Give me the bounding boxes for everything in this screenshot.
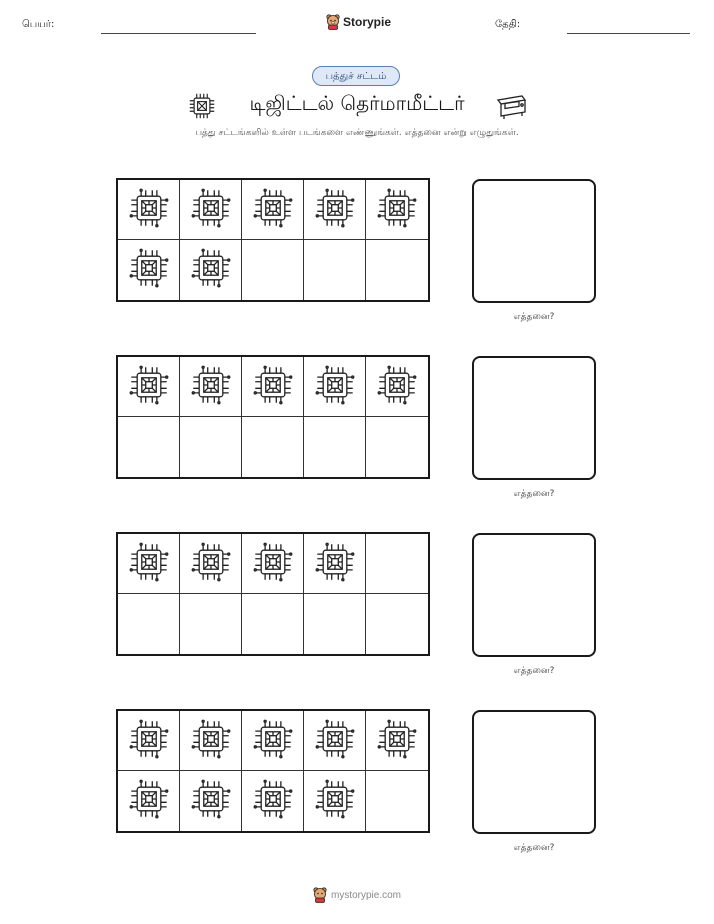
ten-frame-cell: [366, 417, 428, 477]
microchip-icon: [314, 364, 356, 410]
microchip-icon: [190, 364, 232, 410]
date-line[interactable]: [567, 33, 690, 34]
microchip-icon: [190, 778, 232, 824]
ten-frame-cell: [242, 711, 304, 771]
ten-frame-cell: [242, 240, 304, 300]
answer-box[interactable]: [472, 533, 596, 657]
microchip-icon: [376, 718, 418, 764]
ten-frame-cell: [180, 357, 242, 417]
ten-frame: [116, 178, 430, 302]
answer-question: எத்தனை?: [513, 489, 555, 499]
ten-frame-cell: [304, 711, 366, 771]
ten-frame-cell: [118, 357, 180, 417]
microchip-icon: [314, 541, 356, 587]
microchip-icon: [128, 364, 170, 410]
ten-frame-cell: [242, 180, 304, 240]
ten-frame-cell: [304, 534, 366, 594]
ten-frame-cell: [180, 771, 242, 831]
microchip-icon: [190, 187, 232, 233]
brand-logo: [326, 14, 391, 30]
thermometer-device-icon: [494, 92, 528, 120]
ten-frame-cell: [366, 594, 428, 654]
ten-frame-cell: [366, 357, 428, 417]
footer: [0, 887, 714, 903]
ten-frame-cell: [366, 711, 428, 771]
microchip-icon: [128, 718, 170, 764]
ten-frame-cell: [242, 594, 304, 654]
microchip-icon: [376, 364, 418, 410]
ten-frame-cell: [366, 771, 428, 831]
ten-frame-cell: [304, 417, 366, 477]
ten-frame-cell: [304, 180, 366, 240]
microchip-icon: [128, 778, 170, 824]
ten-frame-cell: [180, 711, 242, 771]
date-label: தேதி:: [495, 19, 521, 30]
microchip-icon: [252, 541, 294, 587]
microchip-icon: [376, 187, 418, 233]
ten-frame-cell: [304, 594, 366, 654]
ten-frame-cell: [180, 240, 242, 300]
ten-frame-cell: [242, 357, 304, 417]
microchip-icon: [252, 718, 294, 764]
ten-frame-cell: [118, 771, 180, 831]
answer-box[interactable]: [472, 356, 596, 480]
ten-frame-cell: [304, 771, 366, 831]
answer-question: எத்தனை?: [513, 843, 555, 853]
ten-frame: [116, 355, 430, 479]
microchip-icon: [314, 718, 356, 764]
bear-mascot-icon: [326, 14, 340, 30]
microchip-icon: [314, 778, 356, 824]
ten-frame-cell: [118, 240, 180, 300]
ten-frame: [116, 532, 430, 656]
microchip-icon: [252, 778, 294, 824]
worksheet-type-badge: பத்துச் சட்டம்: [312, 66, 400, 86]
microchip-icon: [252, 364, 294, 410]
ten-frame-cell: [242, 417, 304, 477]
ten-frame-cell: [242, 771, 304, 831]
footer-url[interactable]: mystorypie.com: [330, 889, 401, 901]
answer-question: எத்தனை?: [513, 666, 555, 676]
ten-frame-cell: [366, 240, 428, 300]
worksheet-title: டிஜிட்டல் தெர்மாமீட்டர்: [249, 91, 465, 115]
ten-frame-cell: [242, 534, 304, 594]
ten-frame-cell: [118, 417, 180, 477]
answer-question: எத்தனை?: [513, 312, 555, 322]
microchip-icon: [190, 541, 232, 587]
microchip-icon: [190, 718, 232, 764]
ten-frame-cell: [180, 417, 242, 477]
ten-frame-cell: [304, 357, 366, 417]
ten-frame-cell: [304, 240, 366, 300]
ten-frame-cell: [366, 534, 428, 594]
microchip-icon: [252, 187, 294, 233]
ten-frame-cell: [366, 180, 428, 240]
ten-frame-cell: [180, 594, 242, 654]
ten-frame-cell: [118, 534, 180, 594]
brand-name: Storypie: [343, 15, 392, 29]
ten-frame-cell: [118, 180, 180, 240]
microchip-icon: [128, 187, 170, 233]
instructions: பத்து சட்டங்களில் உள்ள படங்களை எண்ணுங்கள். எத்தனை என்று எழுதுங்கள்.: [195, 128, 519, 138]
ten-frame-cell: [180, 180, 242, 240]
ten-frame-cell: [118, 711, 180, 771]
bear-mascot-icon: [313, 887, 327, 903]
answer-box[interactable]: [472, 179, 596, 303]
ten-frame: [116, 709, 430, 833]
name-label: பெயர்:: [22, 19, 55, 30]
microchip-icon: [190, 247, 232, 293]
ten-frame-cell: [118, 594, 180, 654]
name-line[interactable]: [101, 33, 256, 34]
microchip-icon: [128, 247, 170, 293]
answer-box[interactable]: [472, 710, 596, 834]
microchip-icon: [128, 541, 170, 587]
microchip-icon: [314, 187, 356, 233]
ten-frame-cell: [180, 534, 242, 594]
